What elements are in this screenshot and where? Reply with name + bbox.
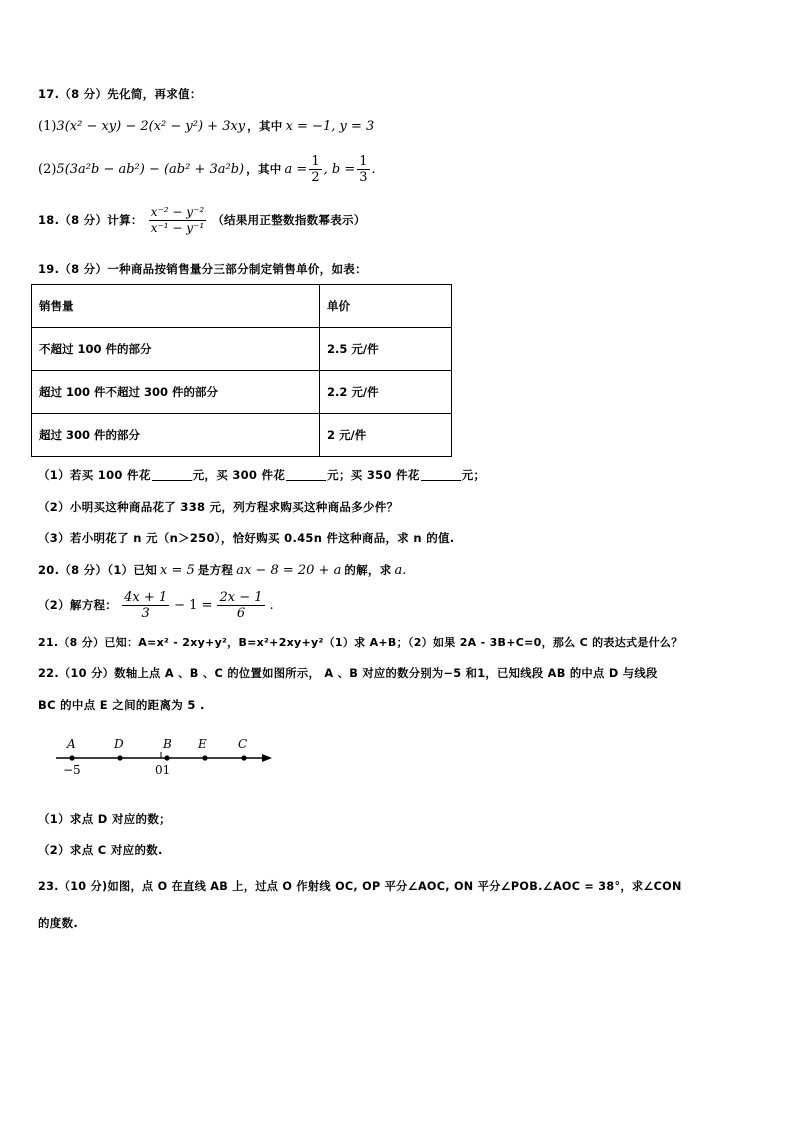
q17-p2-label: (2): [38, 161, 57, 177]
table-cell: 超过 100 件不超过 300 件的部分: [32, 371, 320, 414]
q20-heading: 20.（8 分）（1）已知: [38, 563, 158, 577]
answer-blank: [421, 470, 461, 481]
point-b: [164, 755, 169, 760]
label-d: D: [114, 737, 124, 751]
q19-sub2: （2）小明买这种商品花了 338 元，列方程求购买这种商品多少件？: [38, 500, 399, 514]
q17-heading: 17.（8 分）先化简，再求值：: [38, 87, 202, 101]
frac-denominator: 3: [141, 605, 150, 621]
point-d: [117, 755, 122, 760]
arrow-icon: [262, 754, 272, 762]
q20-fraction-right: [217, 590, 264, 621]
q17-frac-half: [309, 154, 321, 185]
frac-numerator: 1: [311, 153, 320, 169]
table-header-row: [32, 285, 452, 328]
q22-sub2: （2）求点 C 对应的数.: [38, 843, 163, 857]
tick-label-minus5: −5: [63, 763, 81, 777]
q20-p2-end: .: [269, 597, 274, 613]
q18-heading: 18.（8 分）计算：: [38, 213, 143, 227]
q20-part2: [38, 585, 274, 625]
q20-minus: − 1 =: [174, 597, 213, 613]
answer-blank: [152, 470, 192, 481]
q22-line2: BC 的中点 E 之间的距离为 5 .: [38, 698, 205, 712]
q17-part2: [38, 150, 376, 188]
table-row: [32, 371, 452, 414]
q17-p2-cond-prefix: ，其中: [246, 162, 282, 176]
label-a: A: [67, 737, 76, 751]
frac-numerator: 1: [359, 153, 368, 169]
point-e: [202, 755, 207, 760]
frac-denominator: 2: [311, 169, 320, 185]
frac-numerator: 4x + 1: [124, 589, 168, 605]
table-cell: 2.2 元/件: [320, 371, 452, 414]
q17-frac-third: [357, 154, 369, 185]
table-cell: 不超过 100 件的部分: [32, 328, 320, 371]
table-row: [32, 328, 452, 371]
frac-numerator: 2x − 1: [219, 589, 263, 605]
q20-eq2: ax − 8 = 20 + a: [236, 562, 342, 578]
q20-fraction-left: [122, 590, 169, 621]
table-cell: 2.5 元/件: [320, 328, 452, 371]
q17-p2-b: , b =: [323, 161, 356, 177]
point-c: [241, 755, 246, 760]
q19-heading: 19.（8 分）一种商品按销售量分三部分制定销售单价，如表：: [38, 262, 367, 276]
table-row: [32, 414, 452, 457]
q17-p1-label: (1): [38, 118, 57, 134]
q19-s1-b: 元，买 300 件花: [192, 468, 286, 482]
q22-sub1: （1）求点 D 对应的数；: [38, 812, 171, 826]
q17-p2-expr: 5(3a²b − ab²) − (ab² + 3a²b): [56, 161, 245, 177]
q20-var: a: [394, 562, 403, 578]
frac-denominator: 3: [359, 169, 368, 185]
q17-p2-a: a =: [284, 161, 308, 177]
table-header-cell: 单价: [320, 285, 452, 328]
q17-p1-cond: x = −1, y = 3: [285, 118, 375, 134]
table-cell: 2 元/件: [320, 414, 452, 457]
table-cell: 超过 300 件的部分: [32, 414, 320, 457]
q19-s1-c: 元；买 350 件花: [327, 468, 420, 482]
q18: [38, 200, 366, 240]
q21-text: 21.（8 分）已知：A=x² - 2xy+y²，B=x²+2xy+y²（1）求 A+B；（2）如果 2A - 3B+C=0，那么 C 的表达式是什么？: [38, 636, 683, 649]
answer-blank: [286, 470, 326, 481]
table-header-cell: 销售量: [32, 285, 320, 328]
q19-s1-a: （1）若买 100 件花: [38, 468, 151, 482]
point-a: [69, 755, 74, 760]
frac-denominator: 6: [236, 605, 246, 621]
q23-line1: 23.（10 分)如图，点 O 在直线 AB 上，过点 O 作射线 OC, OP 平分∠AOC, ON 平分∠POB.∠AOC = 38°，求∠CON: [38, 880, 682, 893]
q17-p1-cond-prefix: ，其中: [247, 119, 283, 133]
q19-sub3: （3）若小明花了 n 元（n＞250），恰好购买 0.45n 件这种商品，求 n 的值.: [38, 531, 455, 545]
q20-mid: 是方程: [197, 563, 234, 577]
q20-tail: 的解，求: [344, 563, 392, 577]
q19-s1-d: 元；: [461, 468, 486, 482]
q23-line2: 的度数.: [38, 916, 79, 930]
q17-part1: [38, 115, 374, 137]
q20-part1: [38, 560, 406, 580]
q20-end: .: [402, 562, 407, 578]
q22-line1: 22.（10 分）数轴上点 A 、B 、C 的位置如图所示， A 、B 对应的数分别为−5 和1，已知线段 AB 的中点 D 与线段: [38, 667, 658, 680]
price-table: [31, 284, 452, 457]
label-b: B: [163, 737, 172, 751]
q18-fraction: [149, 205, 207, 236]
q17-p1-expr: 3(x² − xy) − 2(x² − y²) + 3xy: [56, 118, 246, 134]
tick-label-01: 01: [155, 763, 171, 777]
q20-eq1: x = 5: [160, 562, 195, 578]
q17-p2-end: .: [371, 161, 376, 177]
frac-denominator: x⁻¹ − y⁻¹: [150, 220, 205, 235]
q18-note: （结果用正整数指数幂表示）: [212, 213, 366, 227]
label-c: C: [238, 737, 248, 751]
number-line-figure: [50, 732, 280, 780]
label-e: E: [198, 737, 207, 751]
q20-p2-label: （2）解方程：: [38, 598, 118, 612]
q19-sub1: [38, 466, 485, 484]
frac-numerator: x⁻² − y⁻²: [150, 204, 205, 219]
